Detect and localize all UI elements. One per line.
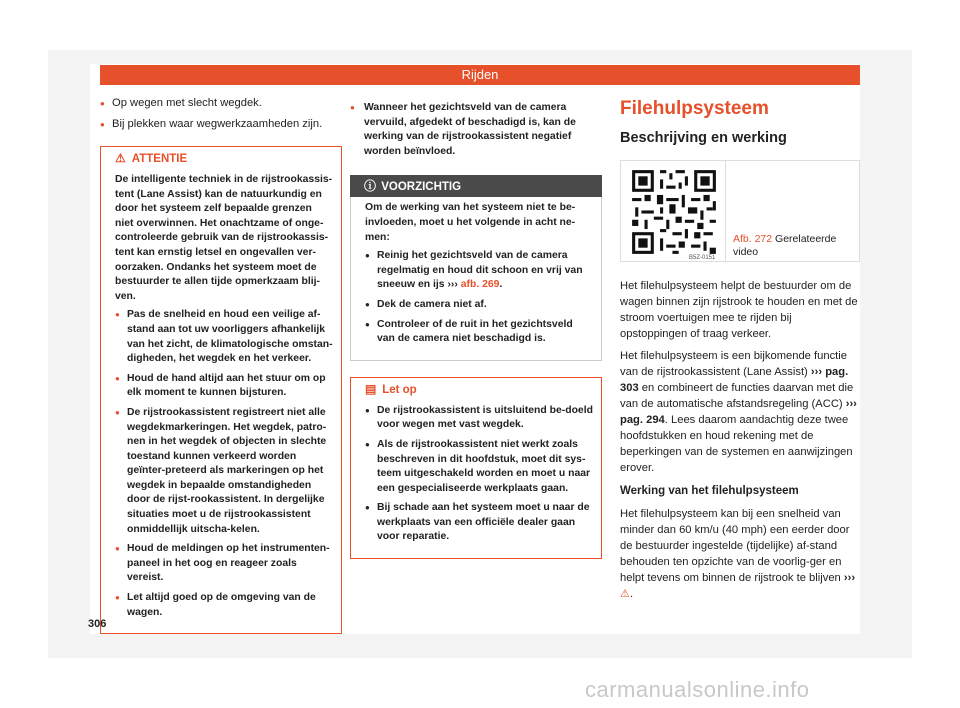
voorzichtig-intro: Om de werking van het systeem niet te be-invloeden, moet u het volgende in acht ne-men: xyxy=(365,202,576,243)
figure-code: B5Z-0151 xyxy=(689,255,716,261)
attentie-bullet: ● De rijstrookassistent registreert niet alle wegdekmarkeringen. Het wegdek, patro-nen in het wegdek of objecten in slechte toestand kunnen verkeerd worden geïnter-preteerd als markeringen op het wegdek in bepaalde omstandigheden door de rijst-rookassistent. In dergelijke situaties moet u de rijstrookassistent onmiddellijk uitscha-kelen. xyxy=(115,406,333,537)
camera-warning-bullet: ● Wanneer het gezichtsveld van de camera vervuild, afgedekt of beschadigd is, kan de werking van de rijstrookassistent negatief worden beïnvloed. xyxy=(350,101,602,159)
reference-arrow: ››› xyxy=(843,571,856,584)
paragraph-3-text: Het filehulpsysteem kan bij een snelheid van minder dan 60 km/u (40 mph) een eerder door de bestuurder ingestelde (tijdelijke) af-stand behouden ten opzichte van de voorlig-ger en helpt tevens om binnen de rijstrook te blijven xyxy=(620,507,850,584)
figure-divider xyxy=(725,161,726,261)
voorzichtig-bullet: ● Dek de camera niet af. xyxy=(365,298,593,313)
warning-triangle-icon: ⚠ xyxy=(115,151,126,165)
section-title: Filehulpsysteem xyxy=(620,98,769,119)
page-number: 306 xyxy=(88,618,107,630)
period: . xyxy=(630,587,634,600)
subsection-title: Beschrijving en werking xyxy=(620,129,787,146)
voorzichtig-bullet-text: Reinig het gezichtsveld van de camera regelmatig en houd dit schoon en vrij van sneeuw en ijs xyxy=(377,250,583,291)
voorzichtig-bullet: ● Controleer of de ruit in het gezichtsveld van de camera niet beschadigd is. xyxy=(365,318,593,347)
figure-caption xyxy=(733,233,857,259)
attentie-bullet: ● Let altijd goed op de omgeving van de wagen. xyxy=(115,591,333,620)
voorzichtig-body xyxy=(350,197,602,360)
letop-title: Let op xyxy=(382,383,417,396)
qr-code-icon[interactable] xyxy=(629,167,719,257)
subheading: Werking van het filehulpsysteem xyxy=(620,485,799,497)
info-circle-icon: ⓘ xyxy=(364,179,377,194)
warning-triangle-icon[interactable]: ⚠ xyxy=(620,587,631,600)
attentie-body xyxy=(101,169,341,633)
page-reference-link[interactable]: ››› pag. 294 xyxy=(620,398,857,426)
list-item: ● Op wegen met slecht wegdek. xyxy=(100,96,342,112)
paragraph-1: Het filehulpsysteem helpt de bestuurder om de wagen binnen zijn rijstrook te houden en met de stroom voertuigen mee te rijden bij opstoppingen of traag verkeer. xyxy=(620,280,858,340)
column-middle xyxy=(350,101,602,559)
paragraph-2-b: en combineert de functies daarvan met die van de automatische afstandsregeling (ACC) xyxy=(620,382,854,410)
attentie-bullet: ● Houd de meldingen op het instrumenten-paneel in het oog en reageer zoals vereist. xyxy=(115,542,333,586)
letop-body xyxy=(351,400,601,558)
figure-272[interactable] xyxy=(620,160,860,262)
column-right xyxy=(620,98,860,608)
attentie-intro: De intelligente techniek in de rijstrookassis-tent (Lane Assist) kan de natuurkundig en door het systeem zelf bepaalde grenzen niet overwinnen. Het onachtzame of onge-controleerde gebruik van de rijstrookassis-tent kan ernstig letsel en ongevallen ver-oorzaken. Ondanks het systeem moet de bestuurder te allen tijde opmerkzaam blij-ven. xyxy=(115,174,333,302)
attentie-bullet: ● Pas de snelheid en houd een veilige af-stand aan tot uw voorliggers afhankelijk van het zicht, de klimatologische omstan-digheden, het wegdek en het verkeer. xyxy=(115,308,333,366)
letop-bullet: ● Als de rijstrookassistent niet werkt zoals beschreven in dit hoofdstuk, moet dit sys-teem uitgeschakeld worden en moet u naar een gespecialiseerde werkplaats gaan. xyxy=(365,438,593,496)
list-item: ● Bij plekken waar wegwerkzaamheden zijn. xyxy=(100,117,342,133)
column-left xyxy=(100,96,342,634)
paragraph-2 xyxy=(620,348,860,476)
chapter-header: Rijden xyxy=(100,65,860,85)
letop-header xyxy=(351,378,601,400)
figure-link[interactable]: afb. 269 xyxy=(460,279,500,291)
letop-box xyxy=(350,377,602,559)
watermark: carmanualsonline.info xyxy=(585,677,810,702)
attentie-bullet: ● Houd de hand altijd aan het stuur om op elk moment te kunnen bijsturen. xyxy=(115,372,333,401)
letop-bullet: ● De rijstrookassistent is uitsluitend be-doeld voor wegen met vast wegdek. xyxy=(365,404,593,433)
paragraph-2-c: . Lees daarom aandachtig deze twee hoofdstukken en houd rekening met de beperkingen van de systemen en aanwijzingen erover. xyxy=(620,414,853,474)
voorzichtig-bullet xyxy=(365,249,593,293)
period: . xyxy=(499,279,503,291)
voorzichtig-box xyxy=(350,175,602,360)
letop-bullet: ● Bij schade aan het systeem moet u naar de werkplaats van een officiële dealer gaan voor reparatie. xyxy=(365,501,593,545)
attentie-title: ATTENTIE xyxy=(131,153,188,165)
figure-caption-text: Gerelateerde video xyxy=(733,233,837,258)
reference-arrow: ››› xyxy=(447,279,458,291)
attentie-box xyxy=(100,146,342,634)
voorzichtig-title: VOORZICHTIG xyxy=(381,181,462,194)
voorzichtig-header xyxy=(350,175,602,197)
figure-label: Afb. 272 xyxy=(733,233,773,245)
paragraph-3 xyxy=(620,506,860,602)
attentie-header xyxy=(101,147,341,169)
note-icon: ▤ xyxy=(365,381,377,396)
page-reference-link[interactable]: ››› pag. 303 xyxy=(620,366,849,394)
paragraph-2-a: Het filehulpsysteem is een bijkomende functie van de rijstrookassistent (Lane Assist) xyxy=(620,350,847,378)
